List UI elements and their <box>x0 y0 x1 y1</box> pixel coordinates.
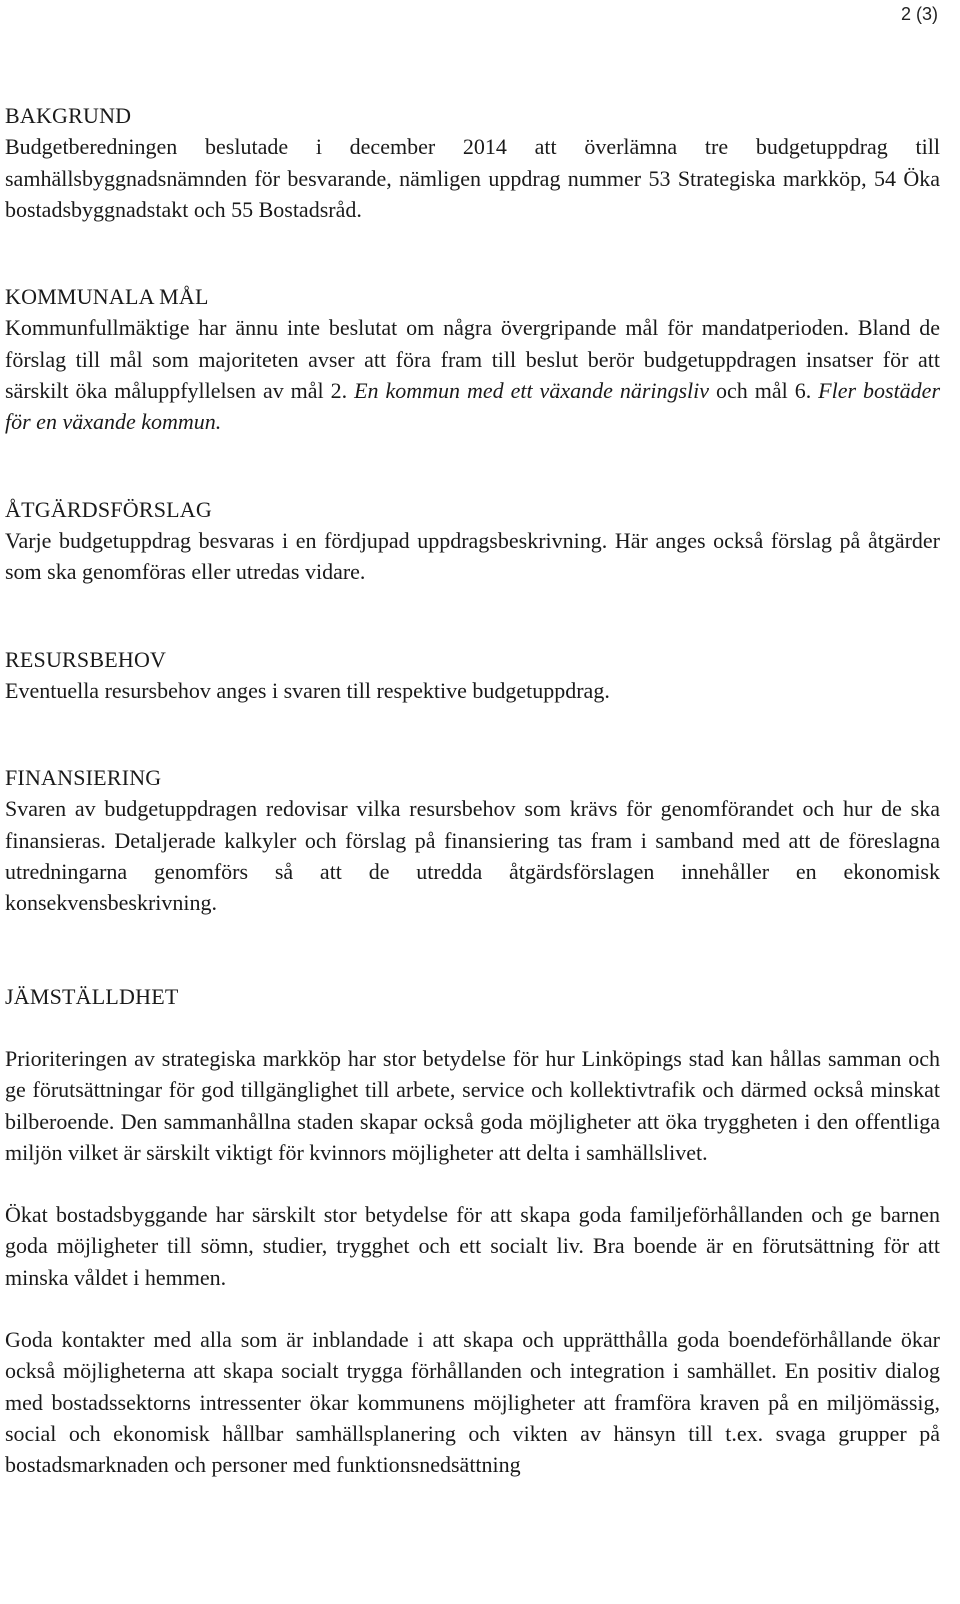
section-jamstalldhet <box>5 981 940 1481</box>
paragraph-kommunala-mal <box>5 312 940 437</box>
document-body <box>5 100 940 1481</box>
paragraph-jamstalldhet-2: Ökat bostadsbyggande har särskilt stor betydelse för att skapa goda familjeförhållanden och ge barnen goda möjligheter till sömn, studier, trygghet och ett socialt liv. Bra boende är en förutsättning för att minska våldet i hemmen. <box>5 1202 940 1290</box>
paragraph-jamstalldhet-3: Goda kontakter med alla som är inblandade i att skapa och upprätthålla goda boendeförhållande ökar också möjligheterna att skapa socialt trygga förhållanden och integration i samhället. En positiv dialog med bostadssektorns intressenter ökar kommunens möjligheter att framföra kraven på en miljömässig, social och ekonomisk hållbar samhällsplanering och vikten av hänsyn till t.ex. svaga grupper på bostadsmarknaden och personer med funktionsnedsättning <box>5 1327 940 1478</box>
kommunala-mal-text-2: och mål 6. <box>716 378 812 404</box>
section-finansiering <box>5 762 940 918</box>
section-atgardsforslag <box>5 494 940 588</box>
heading-bakgrund: BAKGRUND <box>5 103 132 128</box>
paragraph-finansiering: Svaren av budgetuppdragen redovisar vilka resursbehov som krävs för genomförandet och hur de ska finansieras. Detaljerade kalkyler och förslag på finansiering tas fram i samband med att de föreslagna utredningarna genomförs så att de utredda åtgärdsförslagen innehåller en ekonomisk konsekvensbeskrivning. <box>5 796 940 916</box>
kommunala-mal-text-1: Kommunfullmäktige har ännu inte beslutat om några övergripande mål för mandatperioden. Bland de förslag till mål som majoriteten avser att föra fram till beslut berör budgetuppdragen insatser för att särskilt öka måluppfyllelsen av mål 2. <box>5 315 940 404</box>
page-number: 2 (3) <box>900 4 938 24</box>
section-kommunala-mal <box>5 281 940 437</box>
section-bakgrund <box>5 100 940 225</box>
heading-finansiering: FINANSIERING <box>5 765 162 791</box>
paragraph-resursbehov: Eventuella resursbehov anges i svaren till respektive budgetuppdrag. <box>5 677 610 703</box>
heading-atgardsforslag: ÅTGÄRDSFÖRSLAG <box>5 496 212 522</box>
heading-jamstalldhet: JÄMSTÄLLDHET <box>5 983 179 1009</box>
paragraph-atgardsforslag: Varje budgetuppdrag besvaras i en fördjupad uppdragsbeskrivning. Här anges också förslag på åtgärder som ska genomföras eller utredas vidare. <box>5 527 940 585</box>
paragraph-jamstalldhet-1: Prioriteringen av strategiska markköp har stor betydelse för hur Linköpings stad kan hållas samman och ge förutsättningar för god tillgänglighet till arbete, service och kollektivtrafik och därmed också minskat bilberoende. Den sammanhållna staden skapar också goda möjligheter att öka tryggheten i den offentliga miljön vilket är särskilt viktigt för kvinnors möjligheter att delta i samhällslivet. <box>5 1045 940 1165</box>
goal-2-name: En kommun med ett växande näringsliv <box>354 378 710 404</box>
goal-6-name: Fler bostäder för en växande kommun. <box>5 378 941 435</box>
heading-kommunala-mal: KOMMUNALA MÅL <box>5 284 209 310</box>
paragraph-bakgrund: Budgetberedningen beslutade i december 2014 att överlämna tre budgetuppdrag till samhällsbyggnadsnämnden för besvarande, nämligen uppdrag nummer 53 Strategiska markköp, 54 Öka bostadsbyggnadstakt och 55 Bostadsråd. <box>5 134 940 222</box>
heading-resursbehov: RESURSBEHOV <box>5 646 167 672</box>
section-resursbehov <box>5 644 940 707</box>
